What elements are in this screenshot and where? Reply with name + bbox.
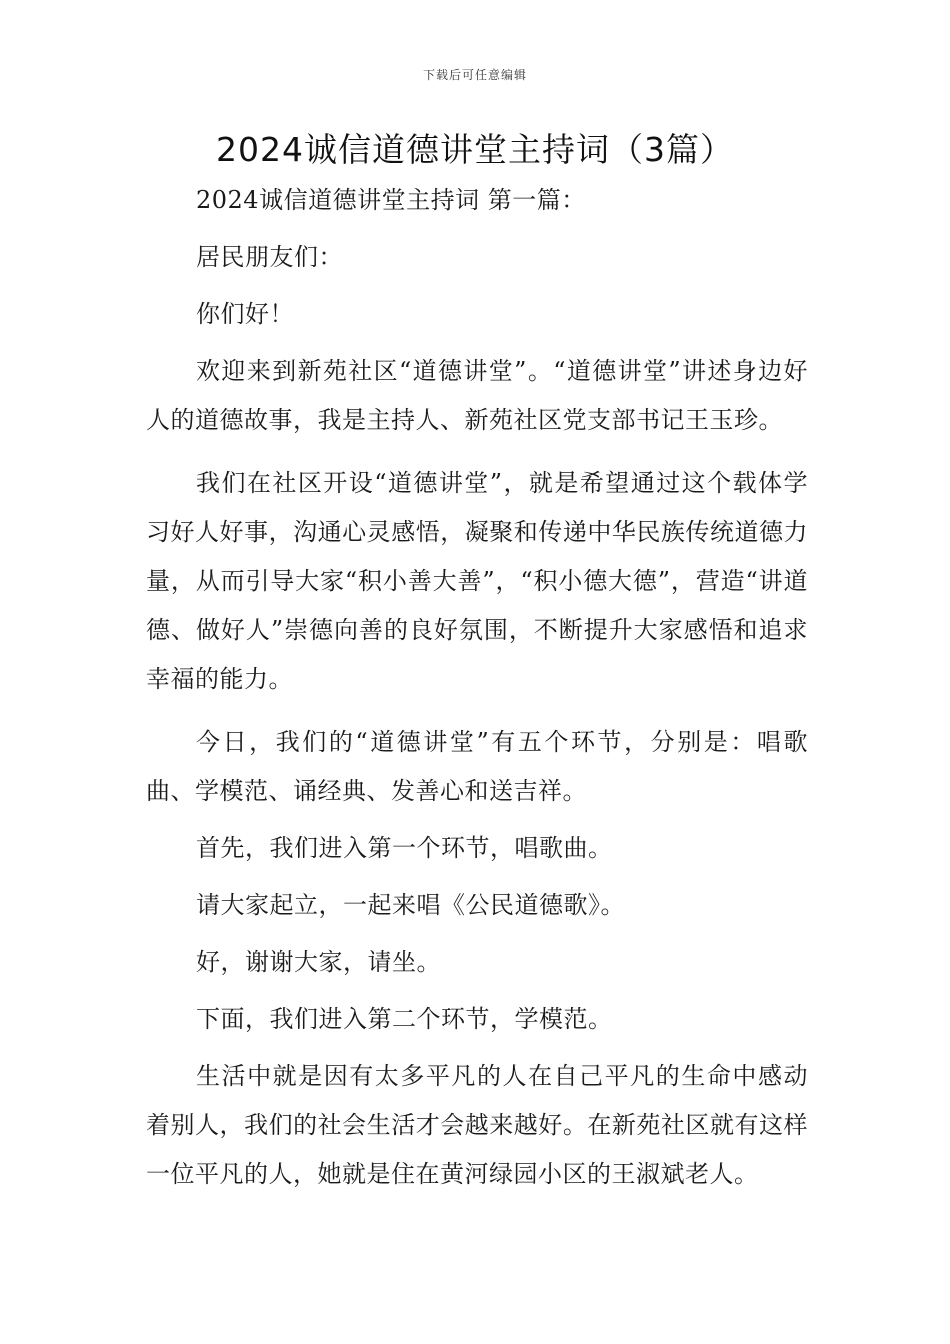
paragraph-hello: 你们好！ <box>196 300 294 328</box>
paragraph-greeting: 居民朋友们： <box>196 243 343 271</box>
paragraph-step-two: 下面，我们进入第二个环节，学模范。 <box>196 1005 613 1033</box>
paragraph-agenda: 今日，我们的“道德讲堂”有五个环节，分别是：唱歌曲、学模范、诵经典、发善心和送吉祥。 <box>146 728 808 805</box>
document-title: 2024诚信道德讲堂主持词（3篇） <box>216 130 734 169</box>
paragraph-thanks: 好，谢谢大家，请坐。 <box>196 948 441 976</box>
document-body <box>146 176 808 1199</box>
paragraph-stand-up: 请大家起立，一起来唱《公民道德歌》。 <box>196 891 625 919</box>
header-note: 下载后可任意编辑 <box>422 68 527 82</box>
paragraph-purpose: 我们在社区开设“道德讲堂”，就是希望通过这个载体学习好人好事，沟通心灵感悟，凝聚和传递中华民族传统道德力量，从而引导大家“积小善大善”，“积小德大德”，营造“讲道德、做好人”崇德向善的良好氛围，不断提升大家感悟和追求幸福的能力。 <box>146 469 808 693</box>
paragraph-subtitle: 2024诚信道德讲堂主持词 第一篇： <box>196 186 586 214</box>
paragraph-model-story: 生活中就是因有太多平凡的人在自己平凡的生命中感动着别人，我们的社会生活才会越来越好。在新苑社区就有这样一位平凡的人，她就是住在黄河绿园小区的王淑斌老人。 <box>146 1062 808 1188</box>
paragraph-step-one: 首先，我们进入第一个环节，唱歌曲。 <box>196 834 613 862</box>
paragraph-welcome: 欢迎来到新苑社区“道德讲堂”。“道德讲堂”讲述身边好人的道德故事，我是主持人、新苑社区党支部书记王玉珍。 <box>146 357 808 434</box>
